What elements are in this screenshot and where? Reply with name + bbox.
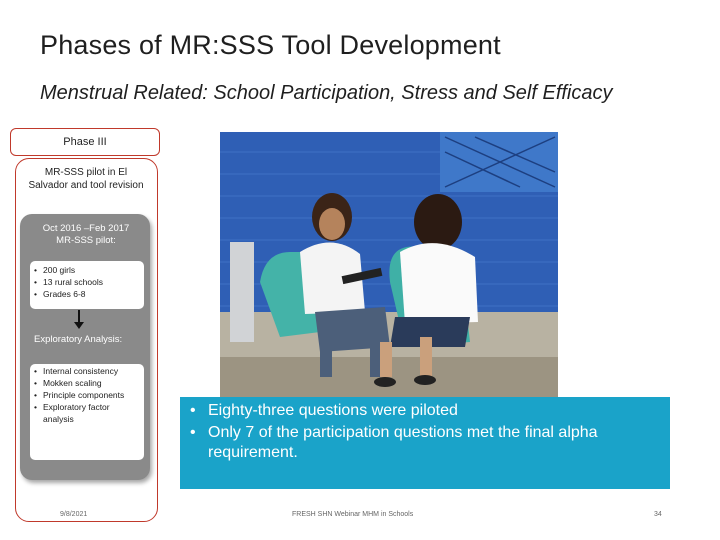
pilot-details-box: [30, 261, 144, 309]
list-item: • Mokken scaling: [34, 377, 142, 389]
arrow-down-icon: [72, 310, 86, 330]
phase-dates: Oct 2016 –Feb 2017: [42, 223, 130, 234]
list-item: • Eighty-three questions were piloted: [188, 401, 668, 421]
photo-girls-tablet: [220, 132, 558, 400]
footer-page-number: 34: [654, 511, 662, 518]
list-item: • Internal consistency: [34, 365, 142, 377]
findings-list: [188, 401, 668, 465]
phase-dates-block: [28, 223, 144, 247]
analysis-list: [34, 365, 142, 425]
phase-tab: Phase III: [10, 128, 160, 156]
list-item: • 13 rural schools: [34, 276, 103, 288]
footer-text: FRESH SHN Webinar MHM in Schools: [292, 511, 414, 518]
list-item: • Grades 6-8: [34, 288, 103, 300]
pilot-list: [34, 264, 103, 300]
list-item: • Only 7 of the participation questions met the final alpha requirement.: [188, 423, 668, 463]
list-item: • 200 girls: [34, 264, 103, 276]
slide-title: Phases of MR:SSS Tool Development: [40, 30, 501, 60]
analysis-details-box: [30, 364, 144, 460]
analysis-label: Exploratory Analysis:: [34, 334, 123, 345]
phase-description: MR-SSS pilot in El Salvador and tool revision: [28, 167, 144, 191]
findings-box: [180, 397, 670, 489]
list-item: • Exploratory factor analysis: [34, 401, 142, 425]
pilot-label: MR-SSS pilot:: [56, 235, 116, 246]
list-item: • Principle components: [34, 389, 142, 401]
footer-date: 9/8/2021: [60, 511, 88, 518]
slide-subtitle: Menstrual Related: School Participation, Stress and Self Efficacy: [40, 82, 613, 104]
